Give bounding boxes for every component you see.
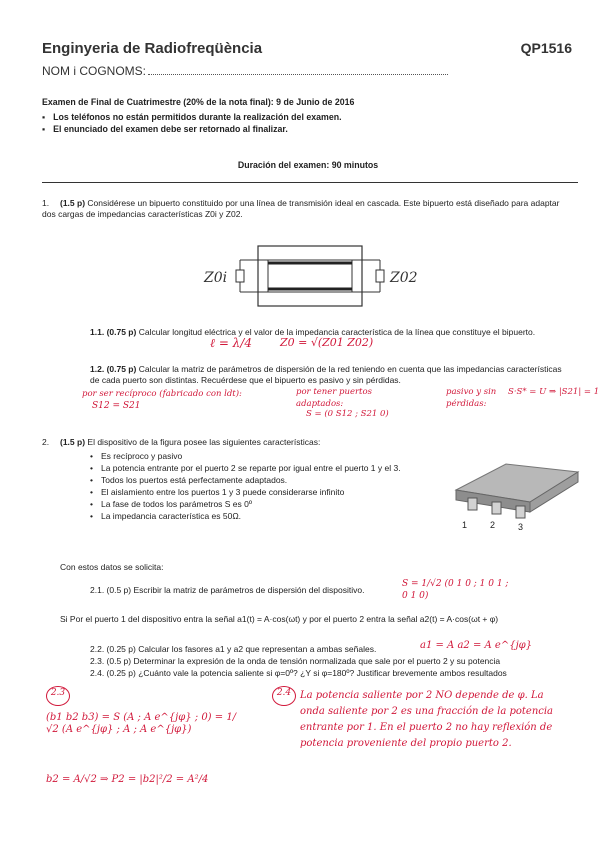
answer-1-1-length: ℓ = λ/4 — [210, 336, 252, 350]
port-label: 2 — [490, 520, 496, 530]
port-label: 1 — [462, 520, 468, 530]
question-2-1: 2.1. (0.5 p) Escribir la matriz de parámetros de dispersión del dispositivo. — [90, 585, 365, 595]
sub-points: (0.75 p) — [106, 364, 137, 374]
sub-points: (0.75 p) — [106, 327, 137, 337]
two-port-diagram — [200, 238, 420, 318]
request-label: Con estos datos se solicita: — [60, 562, 164, 572]
answer-1-2-lossless: pasivo y sin pérdidas: — [446, 387, 497, 409]
list-item: • Es recíproco y pasivo — [90, 450, 401, 462]
exam-rules — [42, 111, 342, 135]
sub-number: 1.1. — [90, 327, 105, 337]
course-title: Enginyeria de Radiofreqüència — [42, 40, 263, 57]
sub-text: Calcular la matriz de parámetros de dispersión de la red teniendo en cuenta que las impedancias características de cada puerto son distintas. Recuérdese que el bipuerto es pasivo y sin pérdidas. — [90, 364, 562, 385]
z-left-label: Z0i — [204, 270, 228, 286]
answer-1-2-s12: S12 = S21 — [92, 401, 141, 411]
question-number: 2. — [42, 437, 50, 447]
question-1-2 — [90, 364, 570, 386]
name-field — [42, 64, 448, 78]
answer-2-3-power: b2 = A/√2 ⇒ P2 = |b2|²/2 = A²/4 — [46, 774, 209, 785]
divider — [42, 182, 578, 183]
sub-text: Calcular longitud eléctrica y el valor de la impedancia característica de la línea que constituye el bipuerto. — [138, 327, 536, 337]
device-characteristics — [90, 450, 401, 522]
question-points: (1.5 p) — [60, 198, 86, 208]
answer-1-2-adapted: por tener puertos adaptados: — [296, 387, 372, 409]
question-text: Considérese un bipuerto constituido por una línea de transmisión ideal en cascada. Este bipuerto está diseñado para adaptar dos cargas de impedancias características Z0i y Z02. — [42, 198, 560, 219]
exam-duration: Duración del examen: 90 minutos — [237, 160, 379, 170]
answer-2-3-equation: (b1 b2 b3) = S (A ; A e^{jφ} ; 0) = 1/√2 (A e^{jφ} ; A ; A e^{jφ}) — [46, 712, 237, 735]
exam-rule: ▪ Los teléfonos no están permitidos durante la realización del examen. — [42, 111, 342, 123]
question-text: El dispositivo de la figura posee las siguientes características: — [87, 437, 321, 447]
name-label: NOM i COGNOMS: — [42, 64, 146, 78]
port-label: 3 — [518, 522, 524, 530]
question-2-2: 2.2. (0.25 p) Calcular los fasores a1 y a2 que representan a ambas señales. — [90, 644, 377, 654]
answer-1-2-reciprocal: por ser recíproco (fabricado con ldt): — [82, 389, 242, 399]
name-dotted-line — [148, 64, 448, 75]
list-item: • Todos los puertos está perfectamente adaptados. — [90, 474, 401, 486]
device-photo — [446, 450, 586, 530]
answer-2-3-label: 2.3 — [46, 686, 70, 706]
answer-1-2-unitary: S·S* = U ⇒ |S21| = 1 — [508, 387, 600, 397]
signal-description: Si Por el puerto 1 del dispositivo entra la señal a1(t) = A·cos(ωt) y por el puerto 2 entra la señal a2(t) = A·cos(ωt + φ) — [60, 614, 499, 624]
answer-2-1: S = 1/√2 (0 1 0 ; 1 0 1 ; 0 1 0) — [402, 579, 509, 601]
sub-number: 1.2. — [90, 364, 105, 374]
question-2 — [42, 437, 572, 448]
exam-rule: ▪ El enunciado del examen debe ser retornado al finalizar. — [42, 123, 342, 135]
question-1 — [42, 198, 572, 220]
answer-2-4-text: La potencia saliente por 2 NO depende de φ. La onda saliente por 2 es una fracción de la potencia entrante por 1. En el puerto 2 no hay reflexión de potencia proveniente del propio puerto 2. — [300, 690, 554, 749]
z-right-label: Z02 — [390, 270, 418, 286]
exam-info: Examen de Final de Cuatrimestre (20% de la nota final): 9 de Junio de 2016 — [42, 97, 355, 107]
question-points: (1.5 p) — [60, 437, 86, 447]
answer-2-2: a1 = A a2 = A e^{jφ} — [420, 640, 533, 651]
answer-1-1-impedance: Z0 = √(Z01 Z02) — [280, 336, 374, 349]
question-number: 1. — [42, 198, 50, 208]
answer-1-2-matrix: S = (0 S12 ; S21 0) — [306, 409, 389, 419]
course-code: QP1516 — [520, 40, 572, 56]
question-2-4: 2.4. (0.25 p) ¿Cuánto vale la potencia saliente si φ=0º? ¿Y si φ=180º? Justificar brevemente ambos resultados — [90, 668, 507, 678]
question-2-3: 2.3. (0.5 p) Determinar la expresión de la onda de tensión normalizada que sale por el puerto 2 y su potencia — [90, 656, 501, 666]
list-item: • La fase de todos los parámetros S es 0º — [90, 498, 401, 510]
list-item: • La impedancia característica es 50Ω. — [90, 510, 401, 522]
list-item: • El aislamiento entre los puertos 1 y 3 puede considerarse infinito — [90, 486, 401, 498]
answer-2-4-label: 2.4 — [272, 686, 296, 706]
list-item: • La potencia entrante por el puerto 2 se reparte por igual entre el puerto 1 y el 3. — [90, 462, 401, 474]
